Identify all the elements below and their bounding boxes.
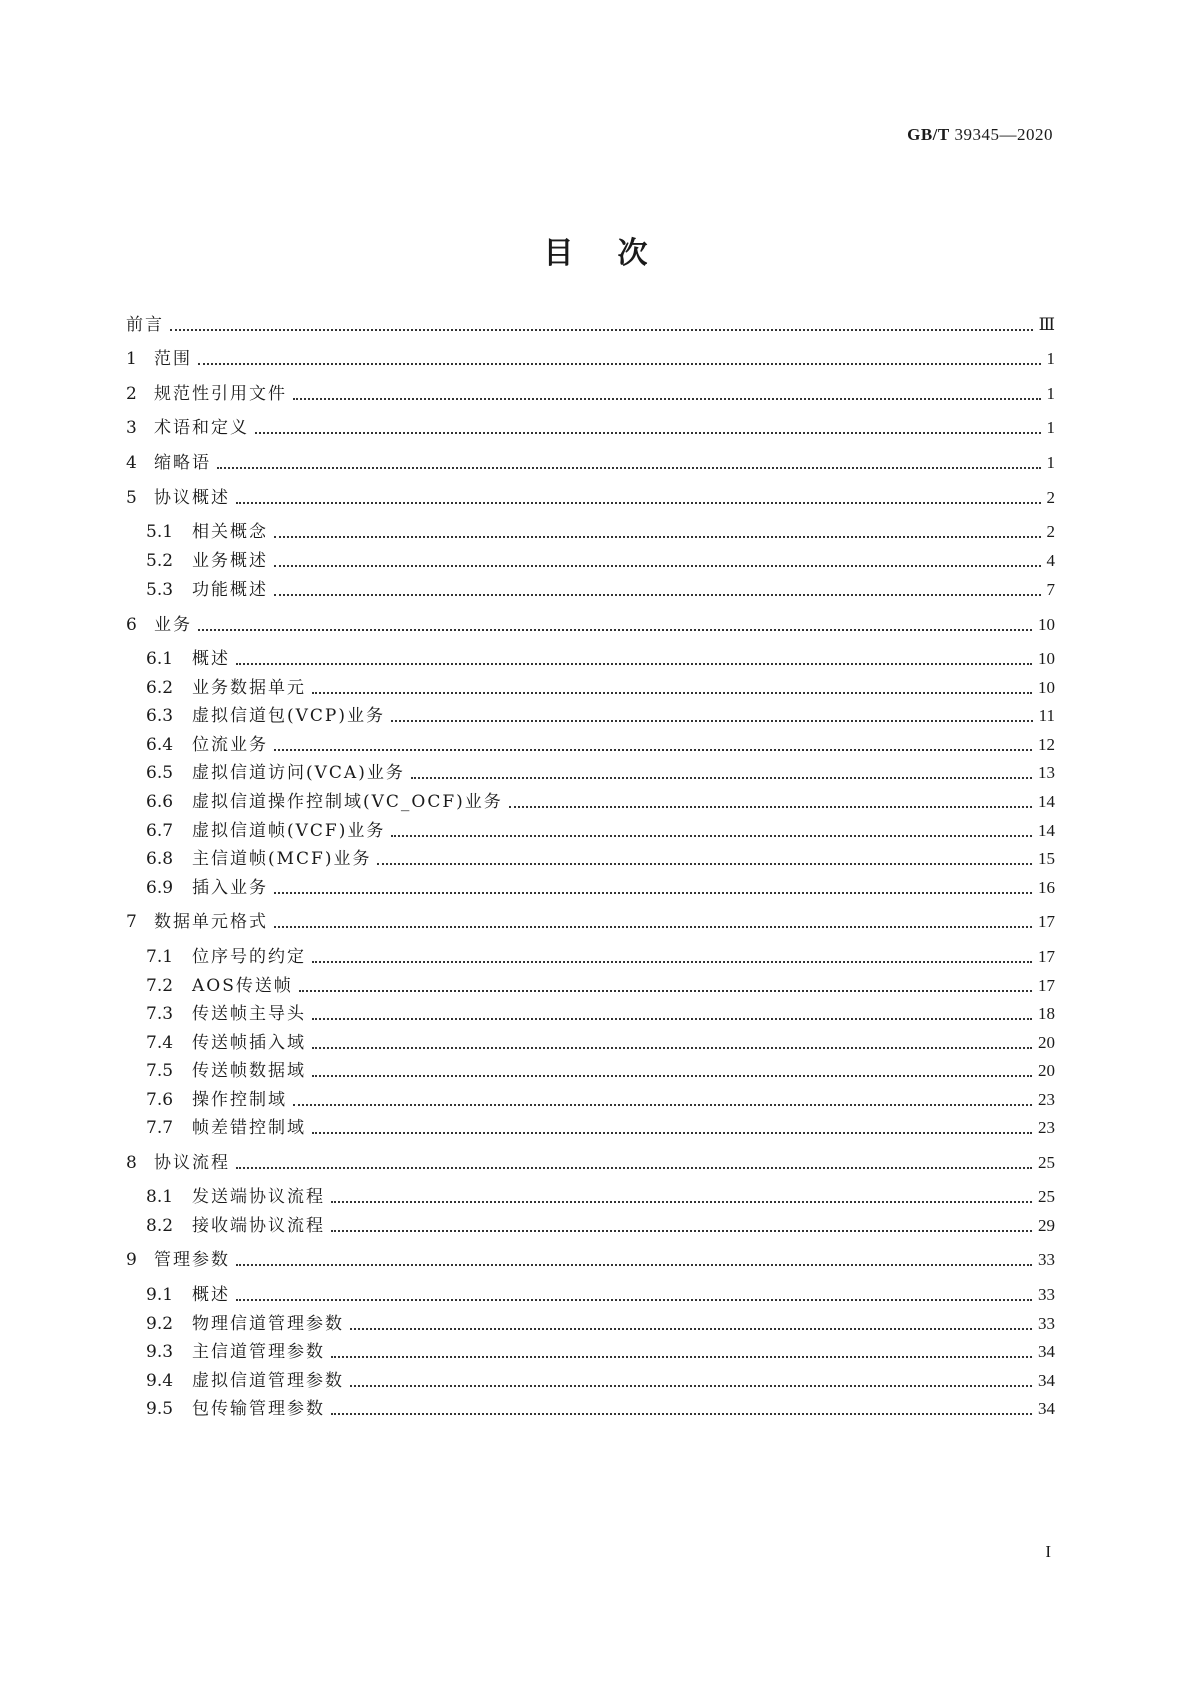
toc-entry[interactable] [126,346,1055,370]
toc-leader-dots [509,806,1032,808]
toc-entry[interactable] [126,760,1055,784]
toc-entry-label: 位序号的约定 [192,947,306,967]
toc-entry-number: 9.5 [146,1399,174,1419]
toc-entry-number: 7.2 [146,976,174,996]
toc-entry-number: 7.7 [146,1118,174,1138]
standard-number-prefix: GB/T [907,125,950,144]
toc-leader-dots [312,1018,1032,1020]
toc-entry[interactable] [126,818,1055,842]
toc-entry-page: 11 [1038,706,1055,725]
toc-entry[interactable] [126,415,1055,439]
toc-entry-number: 6.8 [146,849,174,869]
toc-entry-label: 包传输管理参数 [192,1399,325,1419]
toc-entry-number: 9.2 [146,1314,174,1334]
toc-leader-dots [391,720,1033,722]
toc-entry[interactable] [126,548,1055,572]
toc-entry[interactable] [126,1311,1055,1335]
toc-entry-page: 33 [1038,1250,1055,1269]
toc-entry[interactable] [126,312,1055,336]
toc-leader-dots [274,536,1041,538]
toc-entry[interactable] [126,1030,1055,1054]
toc-leader-dots [350,1385,1032,1387]
toc-entry-page: 25 [1038,1153,1055,1172]
toc-entry-number: 7.1 [146,947,174,967]
toc-entry-number: 6.4 [146,735,174,755]
toc-entry-number: 6.5 [146,763,174,783]
toc-entry-number: 5 [126,488,137,508]
toc-entry-label: 业务概述 [192,551,268,571]
toc-entry[interactable] [126,1115,1055,1139]
toc-entry-page: 29 [1038,1216,1055,1235]
toc-entry-label: 操作控制域 [192,1090,287,1110]
toc-entry-page: 18 [1038,1004,1055,1023]
toc-entry[interactable] [126,1339,1055,1363]
toc-entry-label: 虚拟信道操作控制域(VC_OCF)业务 [192,792,503,812]
toc-entry-number: 5.1 [146,522,174,542]
toc-leader-dots [274,594,1041,596]
toc-entry-number: 6.6 [146,792,174,812]
toc-entry-number: 8 [126,1153,137,1173]
toc-entry-label: 功能概述 [192,580,268,600]
toc-entry-page: 4 [1046,551,1055,570]
toc-entry-label: 主信道帧(MCF)业务 [192,849,372,869]
toc-entry[interactable] [126,1184,1055,1208]
standard-number [907,125,1053,145]
toc-entry-page: 14 [1038,821,1055,840]
toc-entry-page: 10 [1038,678,1055,697]
toc-entry-number: 7 [126,912,137,932]
toc-entry-label: 帧差错控制域 [192,1118,306,1138]
toc-entry-number: 3 [126,418,137,438]
toc-entry[interactable] [126,944,1055,968]
toc-entry-page: 34 [1038,1342,1055,1361]
toc-entry-page: 14 [1038,792,1055,811]
page-title: 目次 [543,236,692,271]
toc-entry-page: 2 [1046,488,1055,507]
toc-entry[interactable] [126,846,1055,870]
toc-entry-page: 7 [1046,580,1055,599]
toc-entry-page: 10 [1038,649,1055,668]
toc-entry-label: 传送帧主导头 [192,1004,306,1024]
toc-entry-page: 12 [1038,735,1055,754]
toc-leader-dots [255,432,1041,434]
toc-entry[interactable] [126,789,1055,813]
toc-entry-label: 虚拟信道包(VCP)业务 [192,706,385,726]
toc-entry-label: 虚拟信道帧(VCF)业务 [192,821,386,841]
toc-entry-number: 2 [126,384,137,404]
toc-leader-dots [312,1075,1032,1077]
toc-entry-page: Ⅲ [1038,315,1055,334]
toc-entry-label: 接收端协议流程 [192,1216,325,1236]
toc-entry[interactable] [126,1247,1055,1271]
toc-entry-number: 6.2 [146,678,174,698]
toc-entry-label: 协议流程 [154,1153,230,1173]
toc-entry-number: 7.5 [146,1061,174,1081]
toc-entry-page: 16 [1038,878,1055,897]
toc-entry[interactable] [126,612,1055,636]
toc-entry[interactable] [126,875,1055,899]
toc-leader-dots [312,692,1032,694]
toc-entry[interactable] [126,675,1055,699]
toc-entry[interactable] [126,577,1055,601]
toc-leader-dots [411,777,1032,779]
toc-leader-dots [331,1201,1032,1203]
standard-number-value: 39345—2020 [954,125,1053,144]
toc-leader-dots [217,467,1041,469]
toc-entry[interactable] [126,909,1055,933]
toc-entry-label: 规范性引用文件 [154,384,287,404]
toc-leader-dots [274,926,1032,928]
toc-entry-number: 9.1 [146,1285,174,1305]
toc-entry-page: 34 [1038,1399,1055,1418]
toc-leader-dots [377,863,1032,865]
toc-entry-number: 5.2 [146,551,174,571]
toc-entry-page: 23 [1038,1118,1055,1137]
toc-entry-page: 1 [1046,418,1055,437]
toc-entry-label: 数据单元格式 [154,912,268,932]
toc-entry-label: 传送帧插入域 [192,1033,306,1053]
toc-entry-label: 范围 [154,349,192,369]
toc-entry-label: 协议概述 [154,488,230,508]
toc-entry[interactable] [126,1368,1055,1392]
toc-entry-label: 虚拟信道管理参数 [192,1371,344,1391]
toc-entry-number: 8.1 [146,1187,174,1207]
toc-entry-label: 概述 [192,1285,230,1305]
toc-leader-dots [198,629,1032,631]
toc-leader-dots [312,961,1032,963]
toc-entry-page: 17 [1038,947,1055,966]
toc-leader-dots [170,329,1033,331]
toc-leader-dots [312,1132,1032,1134]
toc-entry[interactable] [126,1001,1055,1025]
toc-entry-label: 术语和定义 [154,418,249,438]
toc-entry-number: 6.7 [146,821,174,841]
toc-entry-page: 1 [1046,349,1055,368]
toc-entry-number: 6 [126,615,137,635]
toc-entry-number: 6.9 [146,878,174,898]
toc-entry[interactable] [126,485,1055,509]
toc-entry[interactable] [126,973,1055,997]
toc-leader-dots [236,1264,1032,1266]
toc-entry-label: 虚拟信道访问(VCA)业务 [192,763,405,783]
toc-entry-label: 业务数据单元 [192,678,306,698]
toc-entry-page: 20 [1038,1033,1055,1052]
toc-entry-label: 位流业务 [192,735,268,755]
toc-leader-dots [236,1167,1032,1169]
toc-entry-number: 7.3 [146,1004,174,1024]
toc-entry-label: 前言 [126,315,164,335]
toc-leader-dots [274,892,1032,894]
toc-entry[interactable] [126,1058,1055,1082]
toc-leader-dots [236,663,1032,665]
toc-entry[interactable] [126,703,1055,727]
toc-entry[interactable] [126,732,1055,756]
toc-entry-page: 10 [1038,615,1055,634]
toc-entry[interactable] [126,1396,1055,1420]
toc-leader-dots [236,502,1041,504]
toc-entry-number: 9.3 [146,1342,174,1362]
toc-entry-label: 相关概念 [192,522,268,542]
toc-entry-label: 缩略语 [154,453,211,473]
toc-leader-dots [350,1328,1032,1330]
toc-entry-number: 7.6 [146,1090,174,1110]
toc-entry-number: 1 [126,349,137,369]
toc-entry-page: 1 [1046,453,1055,472]
toc-entry-number: 9 [126,1250,137,1270]
toc-entry-number: 9.4 [146,1371,174,1391]
toc-leader-dots [293,1104,1032,1106]
toc-entry-page: 17 [1038,976,1055,995]
toc-entry-number: 5.3 [146,580,174,600]
toc-leader-dots [391,835,1032,837]
toc-entry-label: 物理信道管理参数 [192,1314,344,1334]
toc-entry[interactable] [126,1087,1055,1111]
toc-entry-page: 2 [1046,522,1055,541]
toc-entry[interactable] [126,450,1055,474]
toc-leader-dots [198,363,1041,365]
toc-entry-page: 34 [1038,1371,1055,1390]
toc-entry-number: 4 [126,453,137,473]
toc-entry[interactable] [126,1282,1055,1306]
toc-entry-label: 传送帧数据域 [192,1061,306,1081]
toc-entry-page: 20 [1038,1061,1055,1080]
toc-entry-label: 概述 [192,649,230,669]
toc-entry-number: 8.2 [146,1216,174,1236]
toc-entry-page: 33 [1038,1285,1055,1304]
toc-leader-dots [331,1356,1032,1358]
toc-leader-dots [331,1230,1032,1232]
toc-entry-page: 17 [1038,912,1055,931]
toc-leader-dots [293,398,1041,400]
toc-entry-label: AOS传送帧 [192,976,293,996]
toc-entry-page: 13 [1038,763,1055,782]
toc-entry[interactable] [126,646,1055,670]
toc-entry-number: 7.4 [146,1033,174,1053]
toc-entry-number: 6.3 [146,706,174,726]
toc-leader-dots [274,565,1041,567]
toc-entry-label: 主信道管理参数 [192,1342,325,1362]
toc-entry-page: 23 [1038,1090,1055,1109]
toc-entry-page: 15 [1038,849,1055,868]
toc-entry-label: 插入业务 [192,878,268,898]
toc-entry-number: 6.1 [146,649,174,669]
toc-entry[interactable] [126,381,1055,405]
toc-entry-page: 1 [1046,384,1055,403]
toc-leader-dots [236,1299,1032,1301]
toc-leader-dots [299,990,1032,992]
toc-entry-page: 25 [1038,1187,1055,1206]
toc-entry[interactable] [126,1213,1055,1237]
toc-leader-dots [331,1413,1032,1415]
toc-entry-label: 业务 [154,615,192,635]
toc-entry-label: 管理参数 [154,1250,230,1270]
page-number: I [1045,1542,1051,1561]
toc-entry[interactable] [126,1150,1055,1174]
toc-entry-page: 33 [1038,1314,1055,1333]
toc-entry[interactable] [126,519,1055,543]
toc-leader-dots [312,1047,1032,1049]
toc-leader-dots [274,749,1032,751]
toc-entry-label: 发送端协议流程 [192,1187,325,1207]
